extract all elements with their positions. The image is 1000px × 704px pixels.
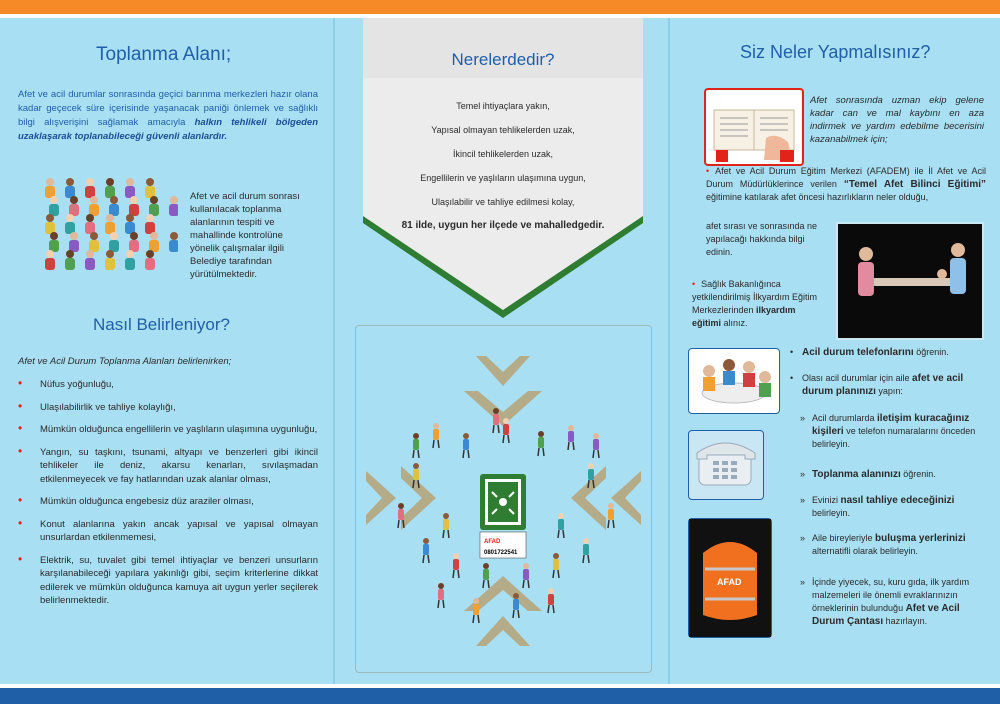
person-figure	[169, 196, 178, 216]
person-figure	[129, 232, 139, 252]
bag-label: AFAD	[717, 577, 742, 587]
list-item: » Evinizi nasıl tahliye edeceğinizi belirleyin.	[800, 495, 955, 518]
book-reading-image	[704, 88, 804, 166]
person-figure	[89, 232, 99, 252]
person-figure	[105, 250, 115, 270]
intro-paragraph: Afet ve acil durumlar sonrasında geçici barınma merkezleri hazır olana kadar geçecek süre içerisinde yaşanacak paniği önlemek ve sağlıklı bilgi alışverişini sağlamak amacıyla halkın tehlikeli bölgeden uzaklaşarak toplanabileceği güvenli alanlardır.	[18, 89, 318, 142]
walking-person	[538, 431, 544, 456]
person-figure	[85, 178, 95, 198]
person-figure	[169, 232, 178, 252]
person-figure	[145, 250, 155, 270]
section-title-nasil: Nasıl Belirleniyor?	[93, 315, 230, 334]
criteria-lead: Afet ve Acil Durum Toplanma Alanları belirlenirken;	[18, 356, 232, 367]
walking-person	[473, 598, 479, 623]
column-divider-left	[333, 18, 335, 684]
bullet-icon: »	[800, 577, 806, 587]
emergency-bag-image	[688, 518, 772, 638]
first-aid-training-image	[836, 222, 984, 340]
walking-person	[413, 433, 419, 458]
family-meeting-image	[688, 348, 780, 414]
location-line: İkincil tehlikelerden uzak,	[452, 149, 554, 159]
bullet-icon: »	[800, 469, 806, 479]
walking-person	[558, 513, 564, 538]
municipality-note: Afet ve acil durum sonrası kullanılacak toplanma alanlarının tespiti ve mahallinde kontrolüne yönelik çalışmalar ilgili Belediye tarafından yürütülmektedir.	[190, 191, 300, 280]
person-figure	[109, 196, 119, 216]
list-item: » Toplanma alanınızı öğrenin.	[800, 469, 936, 480]
afadem-continued: afet sırası ve sonrasında ne yapılacağı hakkında bilgi edinin.	[706, 221, 818, 257]
list-item: • Olası acil durumlar için aile afet ve acil durum planınızı yapın:	[790, 373, 964, 397]
list-item: • Acil durum telefonlarını öğrenin.	[790, 347, 949, 358]
person-figure	[125, 178, 135, 198]
column-divider-right	[668, 18, 670, 684]
location-line: Temel ihtiyaçlara yakın,	[456, 101, 550, 111]
bullet-icon: •	[790, 347, 794, 357]
list-item: • Mümkün olduğunca engebesiz düz araziler olması,	[18, 495, 318, 509]
location-criteria	[363, 94, 643, 238]
sign-label: AFAD	[484, 539, 501, 545]
crowd-illustration	[40, 172, 178, 272]
bullet-icon: »	[800, 413, 806, 423]
sign-phone: 0801722541	[484, 550, 518, 556]
walking-person	[523, 563, 529, 588]
person-figure	[105, 178, 115, 198]
person-figure	[149, 232, 159, 252]
person-figure	[85, 250, 95, 270]
person-figure	[105, 214, 115, 234]
person-figure	[49, 232, 59, 252]
list-item: • Mümkün olduğunca engellilerin ve yaşlıların ulaşımına uygunluğu,	[18, 423, 318, 437]
location-line: Engellilerin ve yaşlıların ulaşımına uygun,	[420, 173, 586, 183]
section-title-siz-neler: Siz Neler Yapmalısınız?	[740, 42, 931, 62]
person-figure	[65, 250, 75, 270]
phone-image	[688, 430, 764, 500]
criteria-list	[18, 378, 318, 617]
location-line: Ulaşılabilir ve tahliye edilmesi kolay,	[431, 197, 575, 207]
bottom-blue-bar	[0, 688, 1000, 704]
walking-person	[583, 538, 589, 563]
list-item: • Konut alanlarına yakın ancak yapısal ve yapısal olmayan unsurlardan etkilenmemesi,	[18, 518, 318, 545]
list-item: • Elektrik, su, tuvalet gibi temel ihtiyaçlar ve benzeri unsurların karşılanabileceği yapılara yakınlığı gibi, seçim kriterlerine dikkat edilerek ve mümkün olduğunca kamuya ait uygun yerler seçilerek belirlenmektedir.	[18, 554, 318, 608]
person-figure	[145, 214, 155, 234]
person-figure	[109, 232, 119, 252]
person-figure	[45, 178, 55, 198]
person-figure	[89, 196, 99, 216]
location-line: Yapısal olmayan tehlikelerden uzak,	[431, 125, 575, 135]
walking-person	[568, 425, 574, 450]
bullet-icon: »	[800, 533, 806, 543]
list-item: » Acil durumlarda iletişim kuracağınız kişileri ve telefon numaralarını önceden belirleyin.	[800, 413, 976, 449]
person-figure	[45, 214, 55, 234]
list-item: » İçinde yiyecek, su, kuru gıda, ilk yardım malzemeleri ile önemli evraklarınızın örneklerinin bulunduğu Afet ve Acil Durum Çantası hazırlayın.	[800, 577, 970, 627]
walking-person	[553, 553, 559, 578]
person-figure	[85, 214, 95, 234]
walking-person	[483, 563, 489, 588]
person-figure	[45, 250, 55, 270]
person-figure	[129, 196, 139, 216]
top-orange-bar	[0, 0, 1000, 14]
person-figure	[49, 196, 59, 216]
assembly-area-illustration	[355, 325, 652, 673]
person-figure	[125, 250, 135, 270]
walking-person	[608, 503, 614, 528]
walking-person	[593, 433, 599, 458]
list-item: • Ulaşılabilirlik ve tahliye kolaylığı,	[18, 401, 318, 415]
person-figure	[65, 214, 75, 234]
location-summary: 81 ilde, uygun her ilçede ve mahalledgedir.	[401, 220, 605, 231]
list-item: • Nüfus yoğunluğu,	[18, 378, 318, 392]
walking-person	[443, 513, 449, 538]
bullet-icon: •	[692, 279, 696, 289]
list-item: • Yangın, su taşkını, tsunami, altyapı ve benzerleri gibi ikincil tehlikeler ile deniz, akarsu kenarları, sıvılaşmadan etkilenmeyecek ve fay hatlarından uzak alanlar olması,	[18, 446, 318, 487]
bullet-icon: •	[706, 166, 710, 176]
first-aid-paragraph: • Sağlık Bakanlığınca yetkilendirilmiş İlkyardım Eğitim Merkezlerinden ilkyardım eğitimi alınız.	[692, 279, 818, 328]
bullet-icon: •	[790, 373, 794, 383]
person-figure	[69, 232, 79, 252]
list-item: » Aile bireyleriyle buluşma yerlerinizi alternatifli olarak belirleyin.	[800, 533, 966, 556]
afadem-paragraph: • Afet ve Acil Durum Eğitim Merkezi (AFADEM) ile İl Afet ve Acil Durum Müdürlüklerince verilen “Temel Afet Bilinci Eğitimi” eğitimine katılarak afet öncesi hazırlıkların neler olduğu,	[706, 166, 987, 202]
section-title-toplanma: Toplanma Alanı;	[96, 44, 232, 65]
bullet-icon: »	[800, 495, 806, 505]
person-figure	[125, 214, 135, 234]
walking-person	[453, 553, 459, 578]
assembly-scene	[356, 326, 651, 672]
person-figure	[145, 178, 155, 198]
walking-person	[438, 583, 444, 608]
walking-person	[503, 418, 509, 443]
right-intro: Afet sonrasında uzman ekip gelene kadar can ve mal kaybını en aza indirmek ve yardım edebilme becerisini kazanabilmek için;	[810, 95, 984, 145]
person-figure	[65, 178, 75, 198]
person-figure	[69, 196, 79, 216]
walking-person	[548, 588, 554, 613]
section-title-nerelerdedir: Nerelerdedir?	[451, 50, 555, 69]
person-figure	[149, 196, 159, 216]
walking-person	[513, 593, 519, 618]
walking-person	[433, 423, 439, 448]
walking-person	[463, 433, 469, 458]
walking-person	[493, 408, 499, 433]
walking-person	[423, 538, 429, 563]
